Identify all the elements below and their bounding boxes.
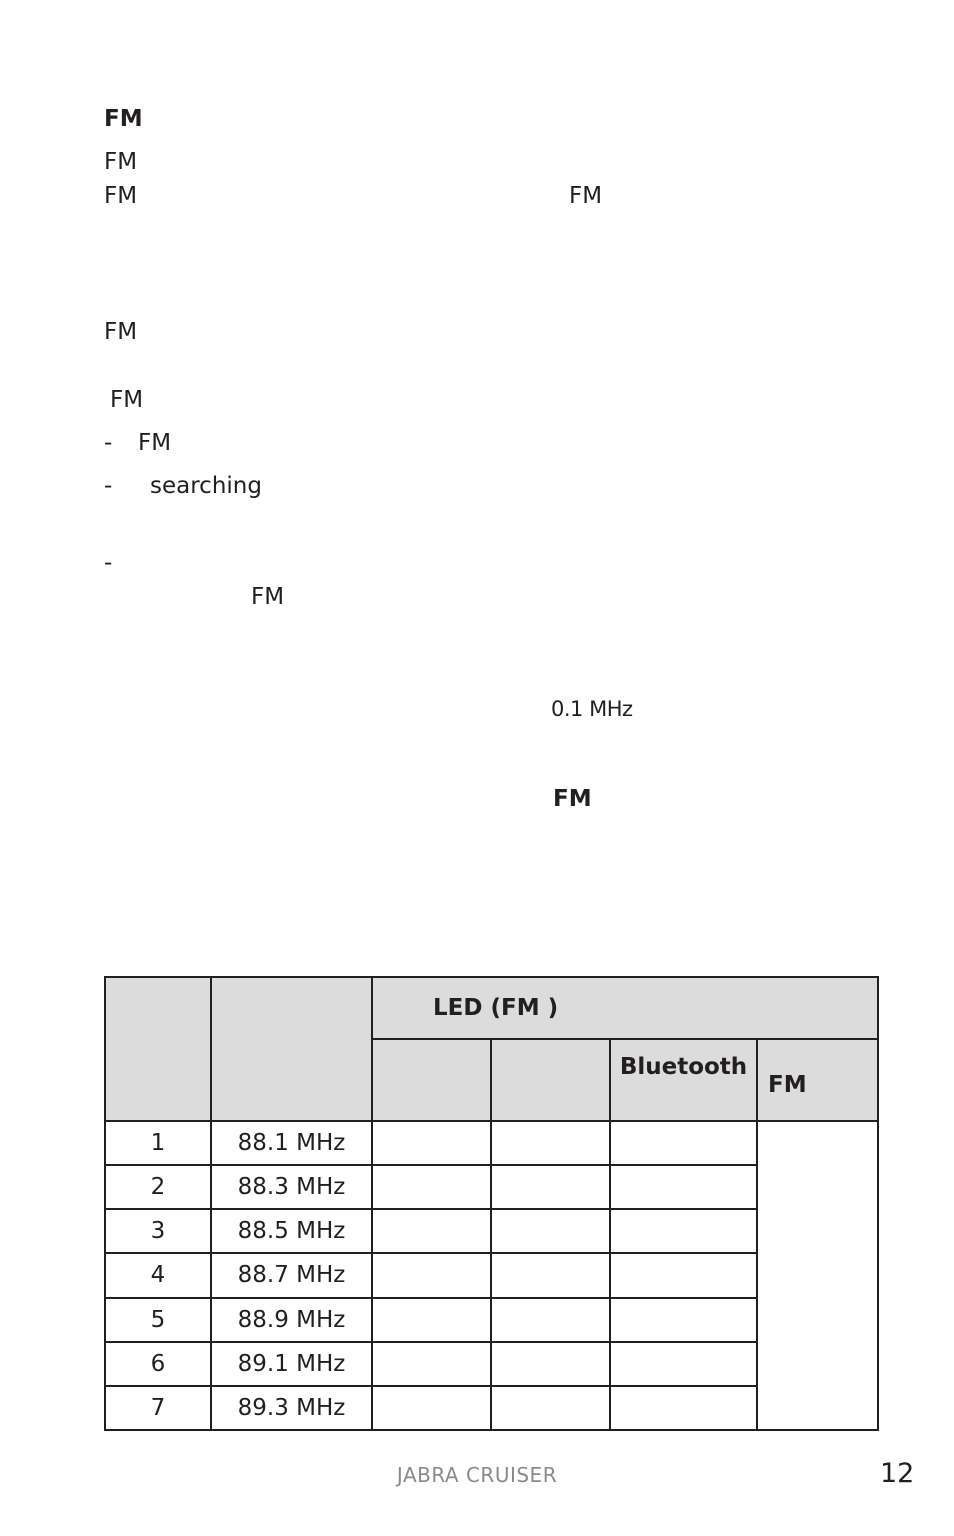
header-sub-2 (491, 1039, 610, 1121)
bullet-dash-2: - (104, 473, 113, 499)
bullet-3-continuation: FM (251, 584, 285, 610)
row-number: 7 (105, 1386, 211, 1430)
tuning-step-label: 0.1 MHz (551, 697, 633, 721)
row-cell (491, 1342, 610, 1386)
row-number: 2 (105, 1165, 211, 1209)
bold-note: FM (553, 786, 592, 812)
row-frequency: 88.5 MHz (211, 1209, 372, 1253)
row-cell (610, 1253, 757, 1297)
paragraph-line-2-mid: FM (569, 183, 603, 209)
row-cell (491, 1165, 610, 1209)
header-sub-1 (372, 1039, 491, 1121)
paragraph-line-1: FM (104, 149, 138, 175)
bullet-text-2: searching (150, 473, 262, 499)
bullet-dash-1: - (104, 430, 113, 456)
header-led: LED (FM ) (372, 977, 878, 1039)
row-cell (610, 1298, 757, 1342)
page-number: 12 (880, 1458, 915, 1489)
section-heading: FM (104, 106, 143, 132)
row-cell (491, 1253, 610, 1297)
row-cell (491, 1209, 610, 1253)
row-cell (372, 1209, 491, 1253)
header-frequency-cell (211, 977, 372, 1121)
row-cell (491, 1298, 610, 1342)
bullet-text-1: FM (138, 430, 172, 456)
row-cell (610, 1342, 757, 1386)
row-cell (372, 1253, 491, 1297)
row-cell (372, 1121, 491, 1165)
fm-merged-cell (757, 1121, 878, 1430)
row-number: 6 (105, 1342, 211, 1386)
row-frequency: 89.1 MHz (211, 1342, 372, 1386)
row-frequency: 88.3 MHz (211, 1165, 372, 1209)
row-cell (491, 1386, 610, 1430)
row-number: 1 (105, 1121, 211, 1165)
bullet-dash-3: - (104, 550, 113, 576)
row-number: 4 (105, 1253, 211, 1297)
row-frequency: 88.1 MHz (211, 1121, 372, 1165)
row-frequency: 89.3 MHz (211, 1386, 372, 1430)
row-cell (610, 1121, 757, 1165)
row-cell (491, 1121, 610, 1165)
row-frequency: 88.9 MHz (211, 1298, 372, 1342)
row-cell (372, 1165, 491, 1209)
header-sub-fm: FM (757, 1039, 878, 1121)
table-row (105, 1121, 878, 1165)
frequency-table (104, 976, 879, 1431)
row-cell (372, 1342, 491, 1386)
row-cell (610, 1165, 757, 1209)
paragraph-3: FM (110, 387, 144, 413)
footer-brand: JABRA CRUISER (396, 1463, 558, 1487)
row-cell (372, 1298, 491, 1342)
row-number: 3 (105, 1209, 211, 1253)
row-number: 5 (105, 1298, 211, 1342)
header-number-cell (105, 977, 211, 1121)
row-cell (610, 1209, 757, 1253)
row-frequency: 88.7 MHz (211, 1253, 372, 1297)
header-sub-bluetooth: Bluetooth (610, 1039, 757, 1121)
row-cell (610, 1386, 757, 1430)
paragraph-line-2: FM (104, 183, 138, 209)
paragraph-2: FM (104, 319, 138, 345)
row-cell (372, 1386, 491, 1430)
